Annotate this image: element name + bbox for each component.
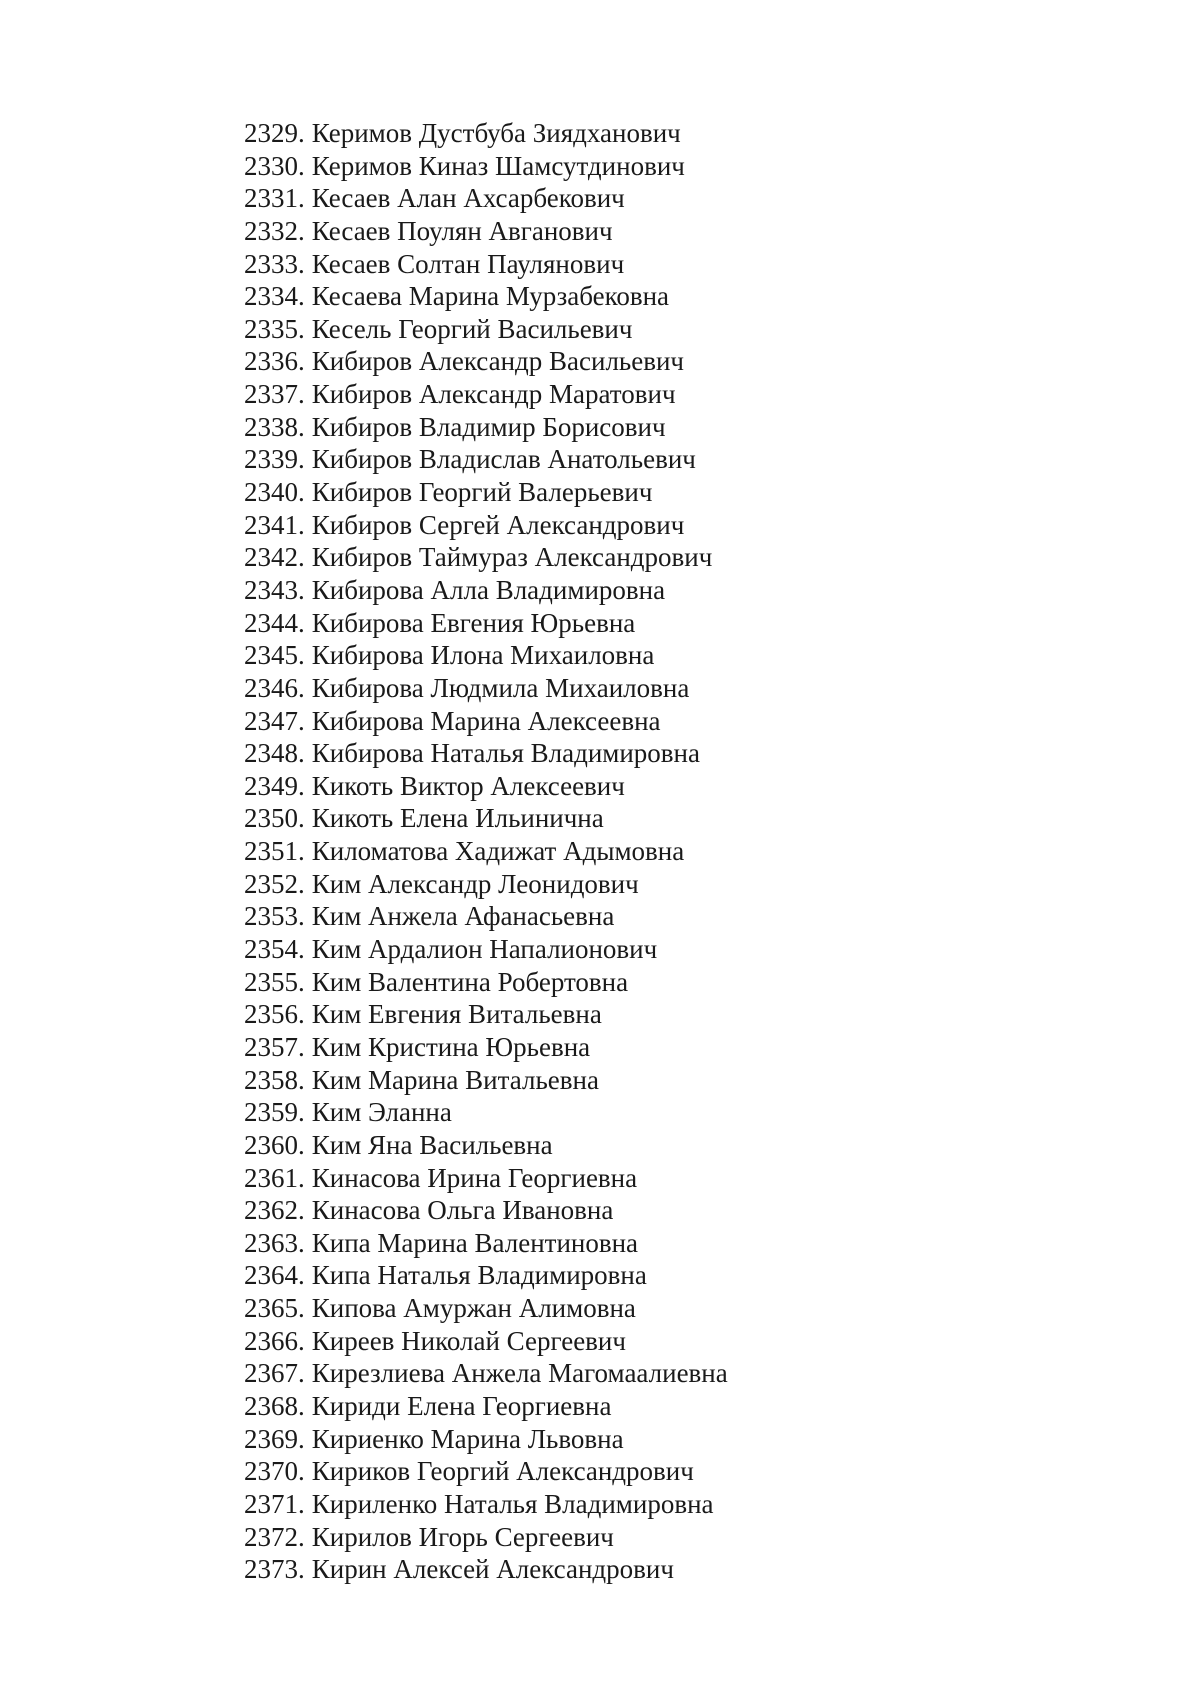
list-item bbox=[244, 737, 728, 770]
list-item bbox=[244, 1488, 728, 1521]
entry-number: 2332. bbox=[244, 215, 305, 246]
list-item bbox=[244, 150, 728, 183]
entry-number: 2373. bbox=[244, 1554, 305, 1585]
list-item bbox=[244, 1162, 728, 1195]
list-item bbox=[244, 1292, 728, 1325]
entry-number: 2330. bbox=[244, 150, 305, 181]
list-item bbox=[244, 868, 728, 901]
list-item bbox=[244, 802, 728, 835]
entry-number: 2360. bbox=[244, 1129, 305, 1160]
list-item bbox=[244, 1357, 728, 1390]
entry-number: 2354. bbox=[244, 934, 305, 965]
entry-full-name: Кирезлиева Анжела Магомаалиевна bbox=[311, 1358, 728, 1389]
entry-full-name: Кириков Георгий Александрович bbox=[311, 1456, 694, 1487]
list-item bbox=[244, 1031, 728, 1064]
entry-full-name: Ким Валентина Робертовна bbox=[311, 966, 629, 997]
entry-number: 2351. bbox=[244, 836, 305, 867]
entry-number: 2356. bbox=[244, 999, 305, 1030]
list-item bbox=[244, 672, 728, 705]
list-item bbox=[244, 1096, 728, 1129]
entry-full-name: Кибирова Наталья Владимировна bbox=[311, 738, 700, 769]
entry-number: 2344. bbox=[244, 607, 305, 638]
entry-number: 2370. bbox=[244, 1456, 305, 1487]
entry-full-name: Ким Александр Леонидович bbox=[311, 868, 639, 899]
entry-full-name: Киреев Николай Сергеевич bbox=[311, 1325, 626, 1356]
entry-number: 2334. bbox=[244, 281, 305, 312]
entry-full-name: Кибиров Таймураз Александрович bbox=[311, 542, 713, 573]
list-item bbox=[244, 313, 728, 346]
entry-number: 2335. bbox=[244, 313, 305, 344]
name-list bbox=[244, 117, 728, 1586]
entry-number: 2342. bbox=[244, 542, 305, 573]
entry-number: 2364. bbox=[244, 1260, 305, 1291]
entry-number: 2367. bbox=[244, 1358, 305, 1389]
entry-full-name: Ким Евгения Витальевна bbox=[311, 999, 602, 1030]
entry-number: 2371. bbox=[244, 1488, 305, 1519]
entry-full-name: Кириенко Марина Львовна bbox=[311, 1423, 624, 1454]
entry-number: 2363. bbox=[244, 1227, 305, 1258]
list-item bbox=[244, 1390, 728, 1423]
entry-full-name: Киломатова Хадижат Адымовна bbox=[311, 836, 685, 867]
entry-number: 2337. bbox=[244, 379, 305, 410]
list-item bbox=[244, 443, 728, 476]
entry-number: 2366. bbox=[244, 1325, 305, 1356]
entry-number: 2359. bbox=[244, 1097, 305, 1128]
entry-number: 2341. bbox=[244, 509, 305, 540]
entry-full-name: Кесаев Поулян Авганович bbox=[311, 215, 613, 246]
entry-full-name: Кириди Елена Георгиевна bbox=[311, 1390, 612, 1421]
entry-number: 2362. bbox=[244, 1195, 305, 1226]
entry-full-name: Кинасова Ирина Георгиевна bbox=[311, 1162, 638, 1193]
entry-full-name: Кирин Алексей Александрович bbox=[311, 1554, 674, 1585]
entry-full-name: Кирилов Игорь Сергеевич bbox=[311, 1521, 614, 1552]
list-item bbox=[244, 182, 728, 215]
entry-number: 2329. bbox=[244, 118, 305, 148]
entry-full-name: Кипа Марина Валентиновна bbox=[311, 1227, 639, 1258]
entry-number: 2368. bbox=[244, 1390, 305, 1421]
list-item bbox=[244, 509, 728, 542]
entry-number: 2346. bbox=[244, 672, 305, 703]
list-item bbox=[244, 476, 728, 509]
list-item bbox=[244, 1194, 728, 1227]
entry-number: 2358. bbox=[244, 1064, 305, 1095]
list-item bbox=[244, 933, 728, 966]
entry-full-name: Кибиров Владислав Анатольевич bbox=[311, 444, 696, 475]
list-item bbox=[244, 966, 728, 999]
list-item bbox=[244, 1325, 728, 1358]
list-item bbox=[244, 1227, 728, 1260]
entry-full-name: Кесаева Марина Мурзабековна bbox=[311, 281, 670, 312]
entry-number: 2339. bbox=[244, 444, 305, 475]
list-item bbox=[244, 639, 728, 672]
entry-full-name: Кибирова Алла Владимировна bbox=[311, 574, 666, 605]
entry-full-name: Ким Марина Витальевна bbox=[311, 1064, 599, 1095]
entry-full-name: Керимов Дустбуба Зиядханович bbox=[311, 118, 681, 148]
entry-number: 2357. bbox=[244, 1031, 305, 1062]
entry-number: 2338. bbox=[244, 411, 305, 442]
list-item bbox=[244, 1553, 728, 1586]
entry-full-name: Кибиров Александр Васильевич bbox=[311, 346, 685, 377]
list-item bbox=[244, 117, 728, 150]
entry-full-name: Ким Эланна bbox=[311, 1097, 452, 1128]
entry-full-name: Кикоть Виктор Алексеевич bbox=[311, 770, 625, 801]
list-item bbox=[244, 541, 728, 574]
list-item bbox=[244, 1259, 728, 1292]
entry-full-name: Ким Яна Васильевна bbox=[311, 1129, 553, 1160]
list-item bbox=[244, 835, 728, 868]
list-item bbox=[244, 607, 728, 640]
entry-number: 2331. bbox=[244, 183, 305, 214]
entry-number: 2336. bbox=[244, 346, 305, 377]
entry-full-name: Кесаев Солтан Паулянович bbox=[311, 248, 625, 279]
entry-full-name: Кесель Георгий Васильевич bbox=[311, 313, 633, 344]
entry-full-name: Кибиров Сергей Александрович bbox=[311, 509, 685, 540]
entry-number: 2372. bbox=[244, 1521, 305, 1552]
entry-full-name: Ким Ардалион Напалионович bbox=[311, 934, 658, 965]
list-item bbox=[244, 411, 728, 444]
entry-number: 2350. bbox=[244, 803, 305, 834]
entry-number: 2349. bbox=[244, 770, 305, 801]
list-item bbox=[244, 248, 728, 281]
entry-number: 2369. bbox=[244, 1423, 305, 1454]
entry-full-name: Ким Анжела Афанасьевна bbox=[311, 901, 615, 932]
entry-number: 2333. bbox=[244, 248, 305, 279]
entry-full-name: Кибирова Марина Алексеевна bbox=[311, 705, 661, 736]
entry-number: 2345. bbox=[244, 640, 305, 671]
entry-number: 2340. bbox=[244, 477, 305, 508]
list-item bbox=[244, 1423, 728, 1456]
entry-number: 2365. bbox=[244, 1293, 305, 1324]
entry-full-name: Кинасова Ольга Ивановна bbox=[311, 1195, 614, 1226]
list-item bbox=[244, 998, 728, 1031]
list-item bbox=[244, 1064, 728, 1097]
entry-full-name: Кипа Наталья Владимировна bbox=[311, 1260, 647, 1291]
entry-full-name: Кикоть Елена Ильинична bbox=[311, 803, 604, 834]
entry-full-name: Ким Кристина Юрьевна bbox=[311, 1031, 591, 1062]
entry-number: 2348. bbox=[244, 738, 305, 769]
list-item bbox=[244, 1521, 728, 1554]
entry-full-name: Керимов Киназ Шамсутдинович bbox=[311, 150, 685, 181]
list-item bbox=[244, 900, 728, 933]
list-item bbox=[244, 345, 728, 378]
entry-full-name: Кибирова Илона Михаиловна bbox=[311, 640, 655, 671]
entry-number: 2353. bbox=[244, 901, 305, 932]
list-item bbox=[244, 280, 728, 313]
entry-full-name: Кипова Амуржан Алимовна bbox=[311, 1293, 636, 1324]
list-item bbox=[244, 215, 728, 248]
list-item bbox=[244, 1129, 728, 1162]
entry-number: 2352. bbox=[244, 868, 305, 899]
list-item bbox=[244, 705, 728, 738]
entry-full-name: Кириленко Наталья Владимировна bbox=[311, 1488, 714, 1519]
entry-full-name: Кесаев Алан Ахсарбекович bbox=[311, 183, 625, 214]
entry-full-name: Кибиров Георгий Валерьевич bbox=[311, 477, 653, 508]
list-item bbox=[244, 378, 728, 411]
entry-full-name: Кибиров Александр Маратович bbox=[311, 379, 676, 410]
list-item bbox=[244, 770, 728, 803]
entry-number: 2347. bbox=[244, 705, 305, 736]
list-item bbox=[244, 574, 728, 607]
entry-number: 2361. bbox=[244, 1162, 305, 1193]
entry-full-name: Кибиров Владимир Борисович bbox=[311, 411, 666, 442]
entry-number: 2355. bbox=[244, 966, 305, 997]
entry-full-name: Кибирова Евгения Юрьевна bbox=[311, 607, 636, 638]
list-item bbox=[244, 1455, 728, 1488]
entry-full-name: Кибирова Людмила Михаиловна bbox=[311, 672, 690, 703]
entry-number: 2343. bbox=[244, 574, 305, 605]
